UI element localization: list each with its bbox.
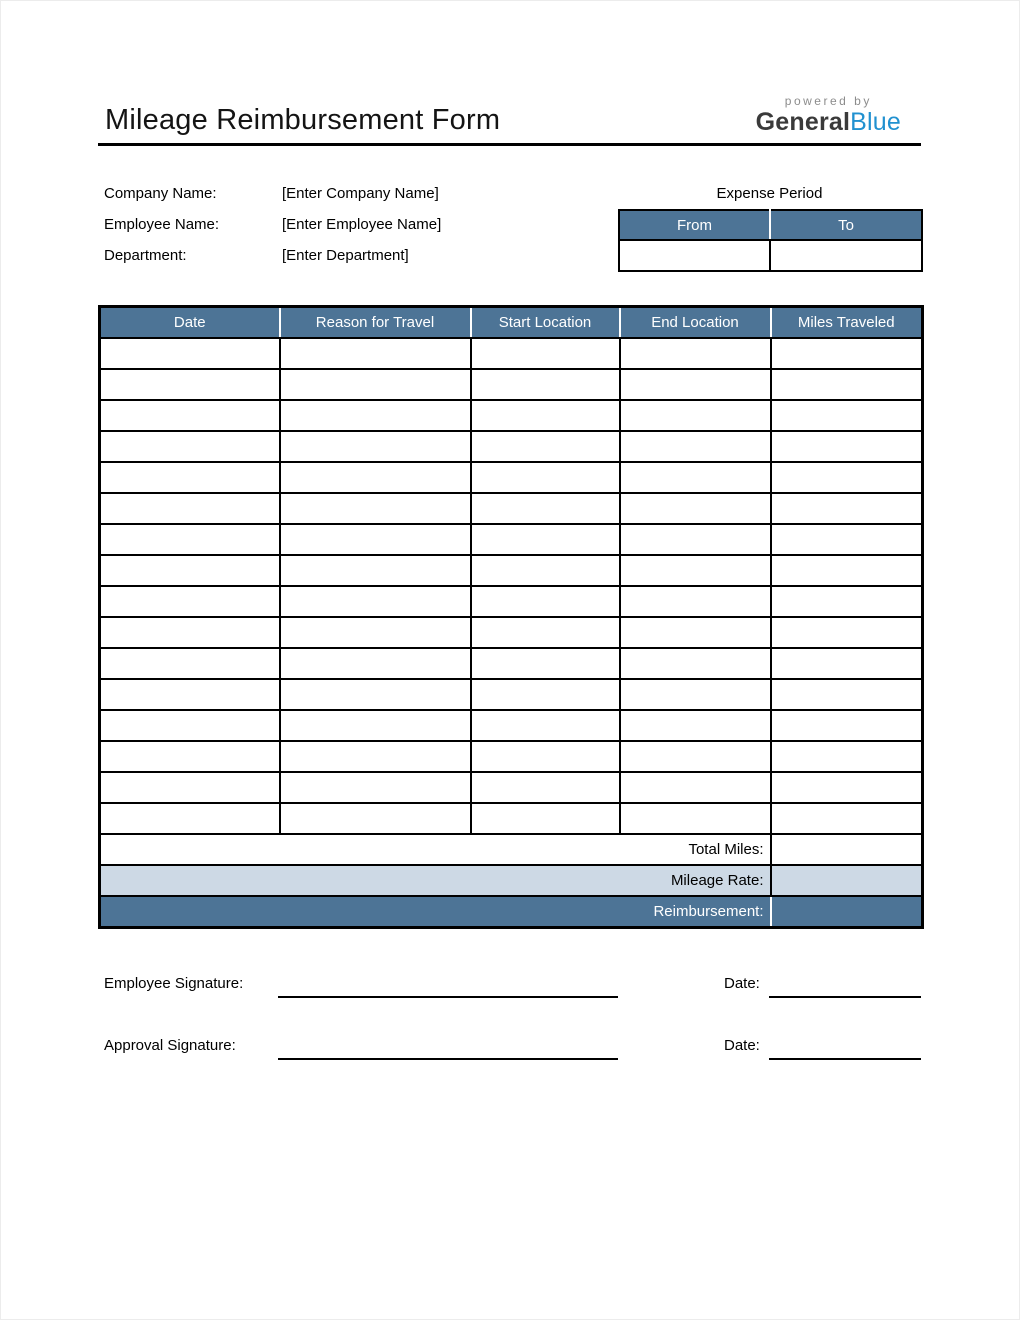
table-cell[interactable] — [471, 338, 620, 369]
department-value[interactable]: [Enter Department] — [282, 247, 409, 264]
table-cell[interactable] — [280, 493, 471, 524]
total-miles-value[interactable] — [771, 834, 923, 865]
table-row — [100, 586, 923, 617]
table-cell[interactable] — [771, 741, 923, 772]
brand-wordmark — [756, 110, 901, 135]
mileage-rate-value[interactable] — [771, 865, 923, 896]
approval-signature-line[interactable] — [278, 1058, 618, 1060]
approval-signature-row — [1, 1037, 1020, 1063]
table-cell[interactable] — [100, 648, 280, 679]
table-cell[interactable] — [280, 772, 471, 803]
table-cell[interactable] — [280, 679, 471, 710]
table-row — [100, 493, 923, 524]
table-cell[interactable] — [471, 586, 620, 617]
table-cell[interactable] — [620, 617, 771, 648]
title-divider — [98, 143, 921, 146]
table-cell[interactable] — [280, 803, 471, 834]
table-cell[interactable] — [280, 400, 471, 431]
table-cell[interactable] — [100, 772, 280, 803]
table-row — [100, 400, 923, 431]
table-cell[interactable] — [100, 803, 280, 834]
col-reason-header: Reason for Travel — [280, 307, 471, 339]
table-cell[interactable] — [280, 369, 471, 400]
table-cell[interactable] — [471, 679, 620, 710]
table-cell[interactable] — [771, 369, 923, 400]
table-row — [100, 803, 923, 834]
table-row — [100, 338, 923, 369]
company-name-row — [104, 185, 441, 216]
reimbursement-value[interactable] — [771, 896, 923, 928]
table-row — [100, 710, 923, 741]
table-cell[interactable] — [771, 524, 923, 555]
table-cell[interactable] — [620, 400, 771, 431]
table-cell[interactable] — [771, 555, 923, 586]
table-cell[interactable] — [100, 586, 280, 617]
page-title: Mileage Reimbursement Form — [105, 104, 501, 136]
col-start-location-header: Start Location — [471, 307, 620, 339]
table-cell[interactable] — [100, 555, 280, 586]
table-row — [100, 772, 923, 803]
table-row — [100, 617, 923, 648]
table-cell[interactable] — [771, 648, 923, 679]
table-cell[interactable] — [280, 431, 471, 462]
generalblue-logo — [756, 95, 901, 135]
reimbursement-row — [100, 896, 923, 928]
employee-signature-label: Employee Signature: — [104, 975, 244, 992]
table-cell[interactable] — [620, 710, 771, 741]
table-cell[interactable] — [280, 741, 471, 772]
brand-blue-text: Blue — [850, 108, 901, 136]
brand-general-text: General — [755, 108, 851, 136]
expense-period-section — [618, 185, 921, 272]
table-cell[interactable] — [280, 462, 471, 493]
table-cell[interactable] — [471, 803, 620, 834]
table-cell[interactable] — [771, 617, 923, 648]
table-cell[interactable] — [771, 400, 923, 431]
total-miles-row — [100, 834, 923, 865]
table-cell[interactable] — [280, 524, 471, 555]
table-row — [100, 431, 923, 462]
table-cell[interactable] — [471, 493, 620, 524]
powered-by-text: powered by — [784, 94, 872, 108]
expense-period-title: Expense Period — [716, 185, 823, 202]
table-cell[interactable] — [620, 555, 771, 586]
expense-to-header: To — [770, 210, 922, 240]
table-cell[interactable] — [471, 648, 620, 679]
employee-date-line[interactable] — [769, 996, 921, 998]
department-row — [104, 247, 441, 278]
table-cell[interactable] — [280, 710, 471, 741]
table-cell[interactable] — [471, 710, 620, 741]
table-cell[interactable] — [100, 493, 280, 524]
table-cell[interactable] — [620, 741, 771, 772]
table-cell[interactable] — [100, 462, 280, 493]
table-cell[interactable] — [280, 617, 471, 648]
table-cell[interactable] — [471, 400, 620, 431]
company-info-block — [104, 185, 441, 278]
table-cell[interactable] — [620, 431, 771, 462]
table-cell[interactable] — [100, 741, 280, 772]
table-cell[interactable] — [620, 524, 771, 555]
table-cell[interactable] — [471, 741, 620, 772]
table-cell[interactable] — [620, 586, 771, 617]
table-cell[interactable] — [620, 648, 771, 679]
table-cell[interactable] — [280, 586, 471, 617]
mileage-header-row — [100, 307, 923, 339]
table-cell[interactable] — [471, 555, 620, 586]
col-end-location-header: End Location — [620, 307, 771, 339]
reimbursement-label: Reimbursement: — [100, 896, 771, 928]
table-cell[interactable] — [100, 369, 280, 400]
table-cell[interactable] — [771, 772, 923, 803]
table-cell[interactable] — [100, 679, 280, 710]
employee-name-value[interactable]: [Enter Employee Name] — [282, 216, 442, 233]
table-cell[interactable] — [771, 462, 923, 493]
table-row — [100, 741, 923, 772]
table-cell[interactable] — [771, 679, 923, 710]
table-cell[interactable] — [100, 710, 280, 741]
table-cell[interactable] — [771, 586, 923, 617]
table-cell[interactable] — [471, 524, 620, 555]
employee-name-row — [104, 216, 441, 247]
table-row — [100, 524, 923, 555]
table-row — [100, 462, 923, 493]
mileage-table-body — [100, 338, 923, 834]
col-miles-traveled-header: Miles Traveled — [771, 307, 923, 339]
total-miles-label: Total Miles: — [100, 834, 771, 865]
table-cell[interactable] — [620, 679, 771, 710]
table-cell[interactable] — [100, 431, 280, 462]
table-cell[interactable] — [620, 803, 771, 834]
table-cell[interactable] — [280, 338, 471, 369]
expense-from-cell[interactable] — [619, 240, 770, 271]
table-row — [100, 369, 923, 400]
table-cell[interactable] — [771, 710, 923, 741]
table-row — [100, 679, 923, 710]
table-cell[interactable] — [471, 772, 620, 803]
mileage-table — [98, 305, 924, 929]
table-cell[interactable] — [100, 617, 280, 648]
table-cell[interactable] — [471, 431, 620, 462]
table-cell[interactable] — [620, 369, 771, 400]
department-label: Department: — [104, 247, 187, 264]
table-cell[interactable] — [620, 338, 771, 369]
table-cell[interactable] — [280, 555, 471, 586]
mileage-rate-label: Mileage Rate: — [100, 865, 771, 896]
table-cell[interactable] — [471, 369, 620, 400]
employee-signature-row — [1, 975, 1020, 1001]
expense-to-cell[interactable] — [770, 240, 922, 271]
expense-period-table — [618, 209, 923, 272]
employee-date-label: Date: — [724, 975, 760, 992]
mileage-rate-row — [100, 865, 923, 896]
table-cell[interactable] — [620, 493, 771, 524]
table-cell[interactable] — [280, 648, 471, 679]
employee-signature-line[interactable] — [278, 996, 618, 998]
table-cell[interactable] — [471, 462, 620, 493]
company-name-value[interactable]: [Enter Company Name] — [282, 185, 439, 202]
table-cell[interactable] — [100, 524, 280, 555]
approval-signature-label: Approval Signature: — [104, 1037, 236, 1054]
table-cell[interactable] — [620, 772, 771, 803]
table-cell[interactable] — [771, 803, 923, 834]
table-cell[interactable] — [771, 338, 923, 369]
col-date-header: Date — [100, 307, 280, 339]
table-row — [100, 648, 923, 679]
table-row — [100, 555, 923, 586]
expense-from-header: From — [619, 210, 770, 240]
table-cell[interactable] — [771, 431, 923, 462]
table-cell[interactable] — [620, 462, 771, 493]
table-cell[interactable] — [471, 617, 620, 648]
table-cell[interactable] — [771, 493, 923, 524]
employee-name-label: Employee Name: — [104, 216, 220, 233]
approval-date-line[interactable] — [769, 1058, 921, 1060]
approval-date-label: Date: — [724, 1037, 760, 1054]
table-cell[interactable] — [100, 400, 280, 431]
company-name-label: Company Name: — [104, 185, 217, 202]
table-cell[interactable] — [100, 338, 280, 369]
